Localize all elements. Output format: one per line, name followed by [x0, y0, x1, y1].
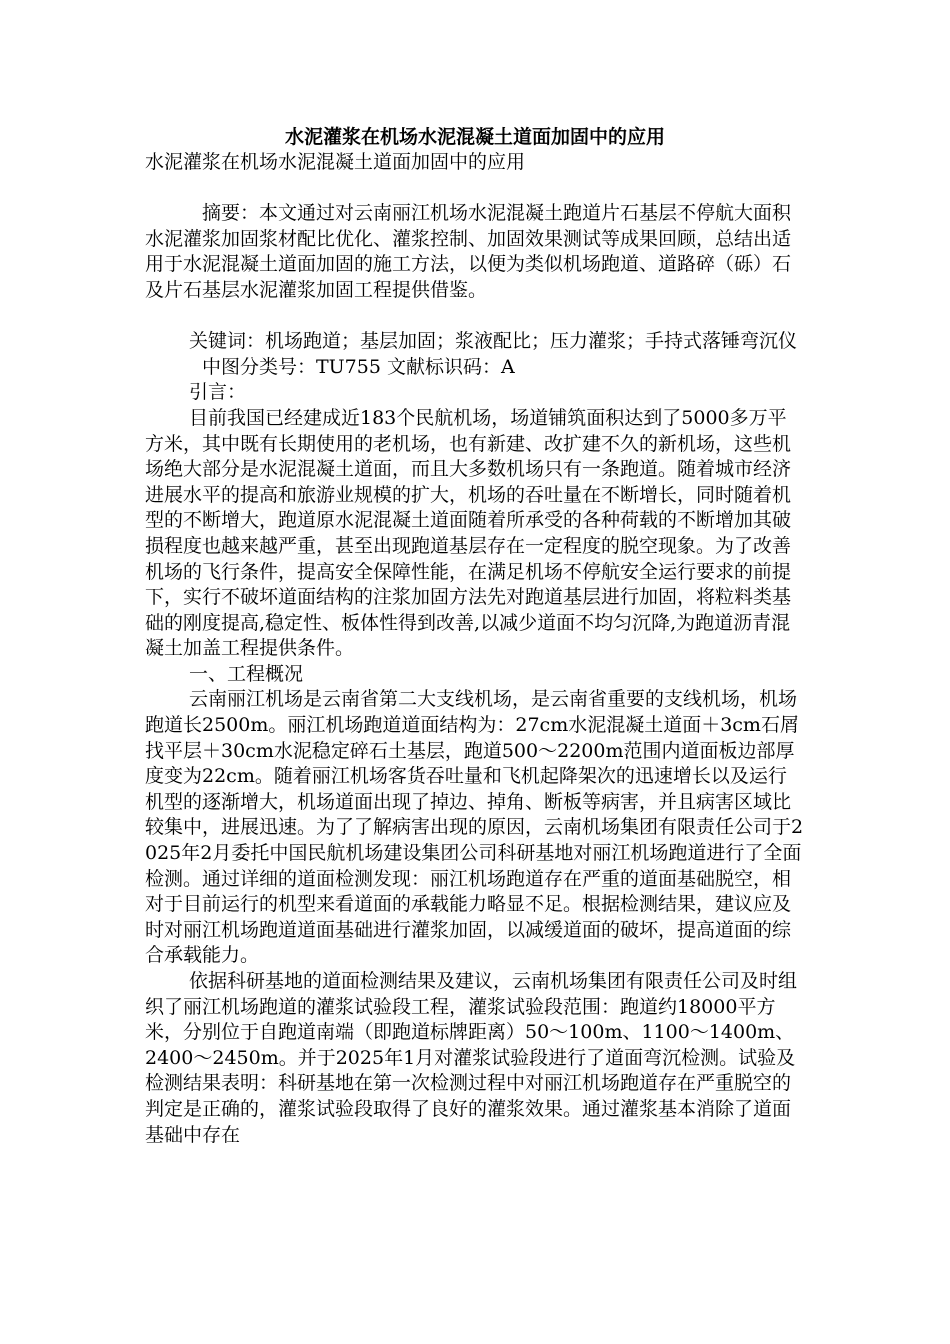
intro-paragraph: 目前我国已经建成近183个民航机场，场道铺筑面积达到了5000多万平方米，其中既有长期使用的老机场，也有新建、改扩建不久的新机场，这些机场绝大部分是水泥混凝土道面，而且大多数机场只有一条跑道。随着城市经济进展水平的提高和旅游业规模的扩大，机场的吞吐量在不断增长，同时随着机型的不断增大，跑道原水泥混凝土道面随着所承受的各种荷载的不断增加其破损程度也越来越严重，甚至出现跑道基层存在一定程度的脱空现象。为了改善机场的飞行条件，提高安全保障性能，在满足机场不停航安全运行要求的前提下，实行不破坏道面结构的注浆加固方法先对跑道基层进行加固，将粒料类基础的刚度提高,稳定性、板体性得到改善,以减少道面不均匀沉降,为跑道沥青混凝土加盖工程提供条件。: [145, 406, 792, 660]
keywords-line: 关键词：机场跑道；基层加固；浆液配比；压力灌浆；手持式落锤弯沉仪: [189, 330, 798, 353]
document-title: 水泥灌浆在机场水泥混凝土道面加固中的应用: [284, 126, 665, 148]
section-heading: 一、工程概况: [189, 662, 304, 685]
section-paragraph-2: 依据科研基地的道面检测结果及建议，云南机场集团有限责任公司及时组织了丽江机场跑道的灌浆试验段工程，灌浆试验段范围：跑道约18000平方米，分别位于自跑道南端（即跑道标牌距离）50～100m、1100～1400m、2400～2450m。并于2025年1月对灌浆试验段进行了道面弯沉检测。试验及检测结果表明：科研基地在第一次检测过程中对丽江机场跑道存在严重脱空的判定是正确的，灌浆试验段取得了良好的灌浆效果。通过灌浆基本消除了道面基础中存在: [145, 970, 798, 1146]
spacer: [145, 304, 805, 330]
abstract-paragraph: 摘要：本文通过对云南丽江机场水泥混凝土跑道片石基层不停航大面积水泥灌浆加固浆材配比优化、灌浆控制、加固效果测试等成果回顾，总结出适用于水泥混凝土道面加固的施工方法，以便为类似机场跑道、道路碎（砾）石及片石基层水泥灌浆加固工程提供借鉴。: [145, 202, 792, 301]
section-paragraph-1: 云南丽江机场是云南省第二大支线机场，是云南省重要的支线机场，机场跑道长2500m。丽江机场跑道道面结构为：27cm水泥混凝土道面＋3cm石屑找平层＋30cm水泥稳定碎石土基层，跑道500～2200m范围内道面板边部厚度变为22cm。随着丽江机场客货吞吐量和飞机起降架次的迅速增长以及运行机型的逐渐增大，机场道面出现了掉边、掉角、断板等病害，并且病害区域比较集中，进展迅速。为了了解病害出现的原因，云南机场集团有限责任公司于2025年2月委托中国民航机场建设集团公司科研基地对丽江机场跑道进行了全面检测。通过详细的道面检测发现：丽江机场跑道存在严重的道面基础脱空，相对于目前运行的机型来看道面的承载能力略显不足。根据检测结果，建议应及时对丽江机场跑道道面基础进行灌浆加固，以减缓道面的破坏，提高道面的综合承载能力。: [145, 688, 804, 967]
document-body: [145, 150, 805, 1148]
classification-line: 中图分类号：TU755 文献标识码：A: [202, 355, 515, 378]
intro-heading: 引言：: [189, 381, 247, 404]
spacer: [145, 176, 805, 202]
document-subtitle: 水泥灌浆在机场水泥混凝土道面加固中的应用: [145, 151, 526, 173]
